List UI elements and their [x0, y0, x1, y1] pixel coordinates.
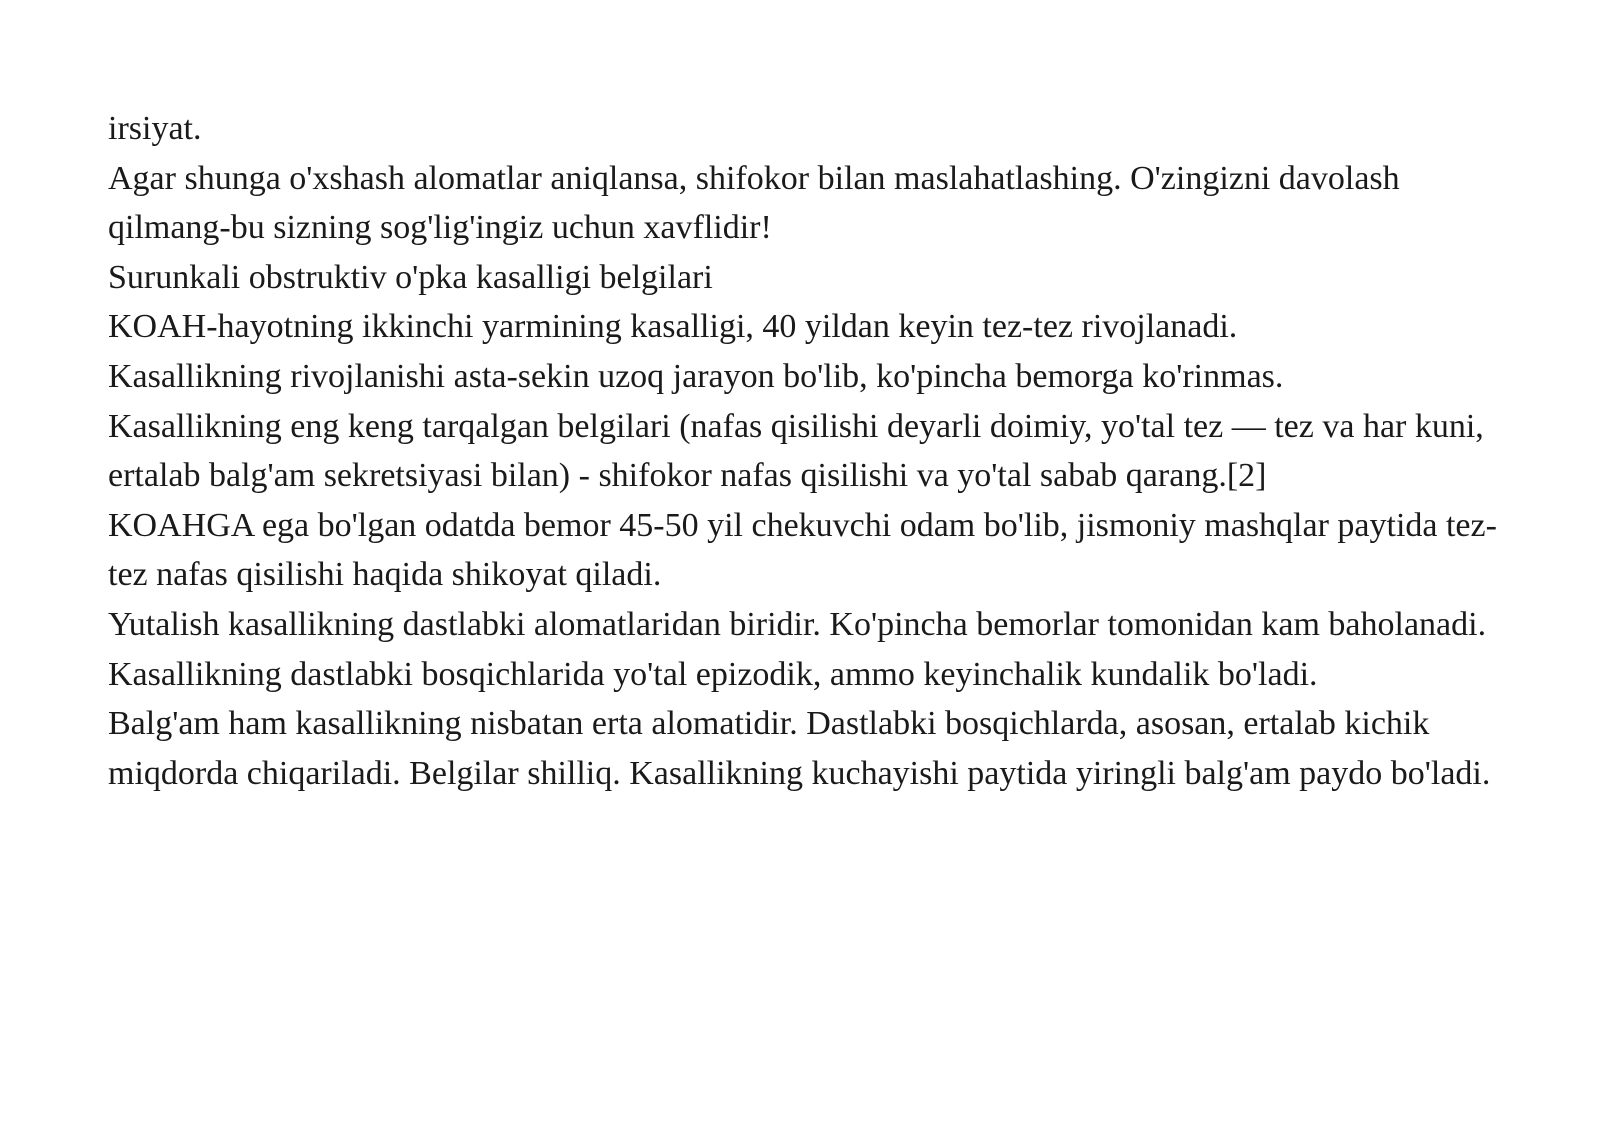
paragraph-doctor-advice: Agar shunga o'xshash alomatlar aniqlansa, shifokor bilan maslahatlashing. O'zingizni davolash qilmang-bu sizning sog'lig'ingiz uchun xavflidir! — [108, 159, 1400, 247]
paragraph-disease-progression: Kasallikning rivojlanishi asta-sekin uzoq jarayon bo'lib, ko'pincha bemorga ko'rinmas. — [108, 357, 1284, 395]
paragraph-cough: Yutalish kasallikning dastlabki alomatlaridan biridir. Ko'pincha bemorlar tomonidan kam baholanadi. Kasallikning dastlabki bosqichlarida yo'tal epizodik, ammo keyinchalik kundalik bo'ladi. — [108, 605, 1487, 693]
paragraph-heredity-end: irsiyat. — [108, 110, 202, 147]
paragraph-copd-age: KOAH-hayotning ikkinchi yarmining kasalligi, 40 yildan keyin tez-tez rivojlanadi. — [108, 308, 1238, 346]
section-heading-copd-symptoms: Surunkali obstruktiv o'pka kasalligi belgilari — [108, 258, 713, 296]
paragraph-typical-patient: KOAHGA ega bo'lgan odatda bemor 45-50 yil chekuvchi odam bo'lib, jismoniy mashqlar paytida tez-tez nafas qisilishi haqida shikoyat qiladi. — [108, 506, 1497, 594]
paragraph-sputum: Balg'am ham kasallikning nisbatan erta alomatidir. Dastlabki bosqichlarda, asosan, ertalab kichik miqdorda chiqariladi. Belgilar shilliq. Kasallikning kuchayishi paytida yiringli balg'am paydo bo'ladi. — [108, 705, 1491, 792]
document-body — [108, 104, 1508, 798]
paragraph-common-symptoms: Kasallikning eng keng tarqalgan belgilari (nafas qisilishi deyarli doimiy, yo'tal tez — tez va har kuni, ertalab balg'am sekretsiyasi bilan) - shifokor nafas qisilishi va yo'tal sabab qarang.[2] — [108, 407, 1484, 495]
